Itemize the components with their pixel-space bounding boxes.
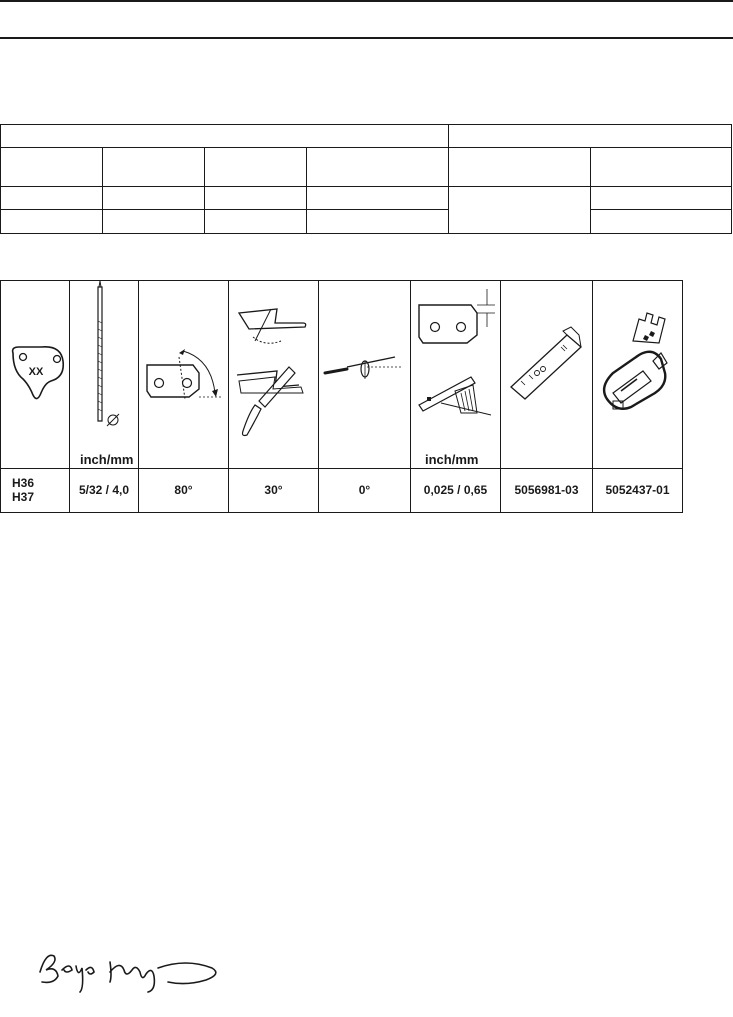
chain-code: H37	[12, 490, 35, 504]
chain-code: H36	[12, 476, 35, 490]
spec-cell	[0, 186, 103, 210]
depth-gauge-icon	[411, 281, 500, 467]
spec-cell	[590, 209, 732, 234]
spec-header-right	[448, 124, 732, 148]
spec-header-left	[0, 124, 449, 148]
depth-gauge-value: 0,025 / 0,65	[423, 483, 488, 497]
spec-cell	[590, 186, 732, 210]
spec-cell	[306, 186, 449, 210]
spec-subheader	[0, 147, 103, 187]
header-rule	[0, 37, 733, 39]
sharpening-table	[0, 280, 683, 513]
spec-cell	[0, 209, 103, 234]
spec-cell	[102, 209, 205, 234]
cutter-icon	[1, 281, 69, 467]
round-file-icon	[70, 281, 138, 467]
signature-icon	[36, 948, 226, 996]
file-holder-part-number: 5052437-01	[605, 483, 670, 497]
spec-cell	[204, 209, 307, 234]
spec-cell	[306, 209, 449, 234]
spec-subheader	[102, 147, 205, 187]
file-holder-angle-icon	[319, 281, 410, 467]
spec-subheader	[448, 147, 591, 187]
spec-subheader	[204, 147, 307, 187]
filing-angle-icon	[229, 281, 318, 467]
spec-subheader	[590, 147, 732, 187]
row-divider	[0, 468, 683, 469]
spec-cell	[204, 186, 307, 210]
cutting-angle-value: 0°	[358, 483, 371, 497]
unit-label: inch/mm	[80, 452, 134, 467]
spec-cell-merged	[448, 186, 591, 234]
depth-gauge-tool-part-number: 5056981-03	[514, 483, 579, 497]
file-diameter-value: 5/32 / 4,0	[78, 483, 130, 497]
depth-gauge-tool-icon	[501, 281, 592, 467]
unit-label: inch/mm	[425, 452, 479, 467]
top-plate-angle-value: 80°	[174, 483, 193, 497]
spec-subheader	[306, 147, 449, 187]
file-guide-icon	[593, 281, 682, 467]
top-plate-angle-icon	[139, 281, 228, 467]
top-rule	[0, 0, 733, 2]
chain-code-label: XX	[28, 366, 44, 378]
filing-angle-value: 30°	[264, 483, 283, 497]
spec-cell	[102, 186, 205, 210]
